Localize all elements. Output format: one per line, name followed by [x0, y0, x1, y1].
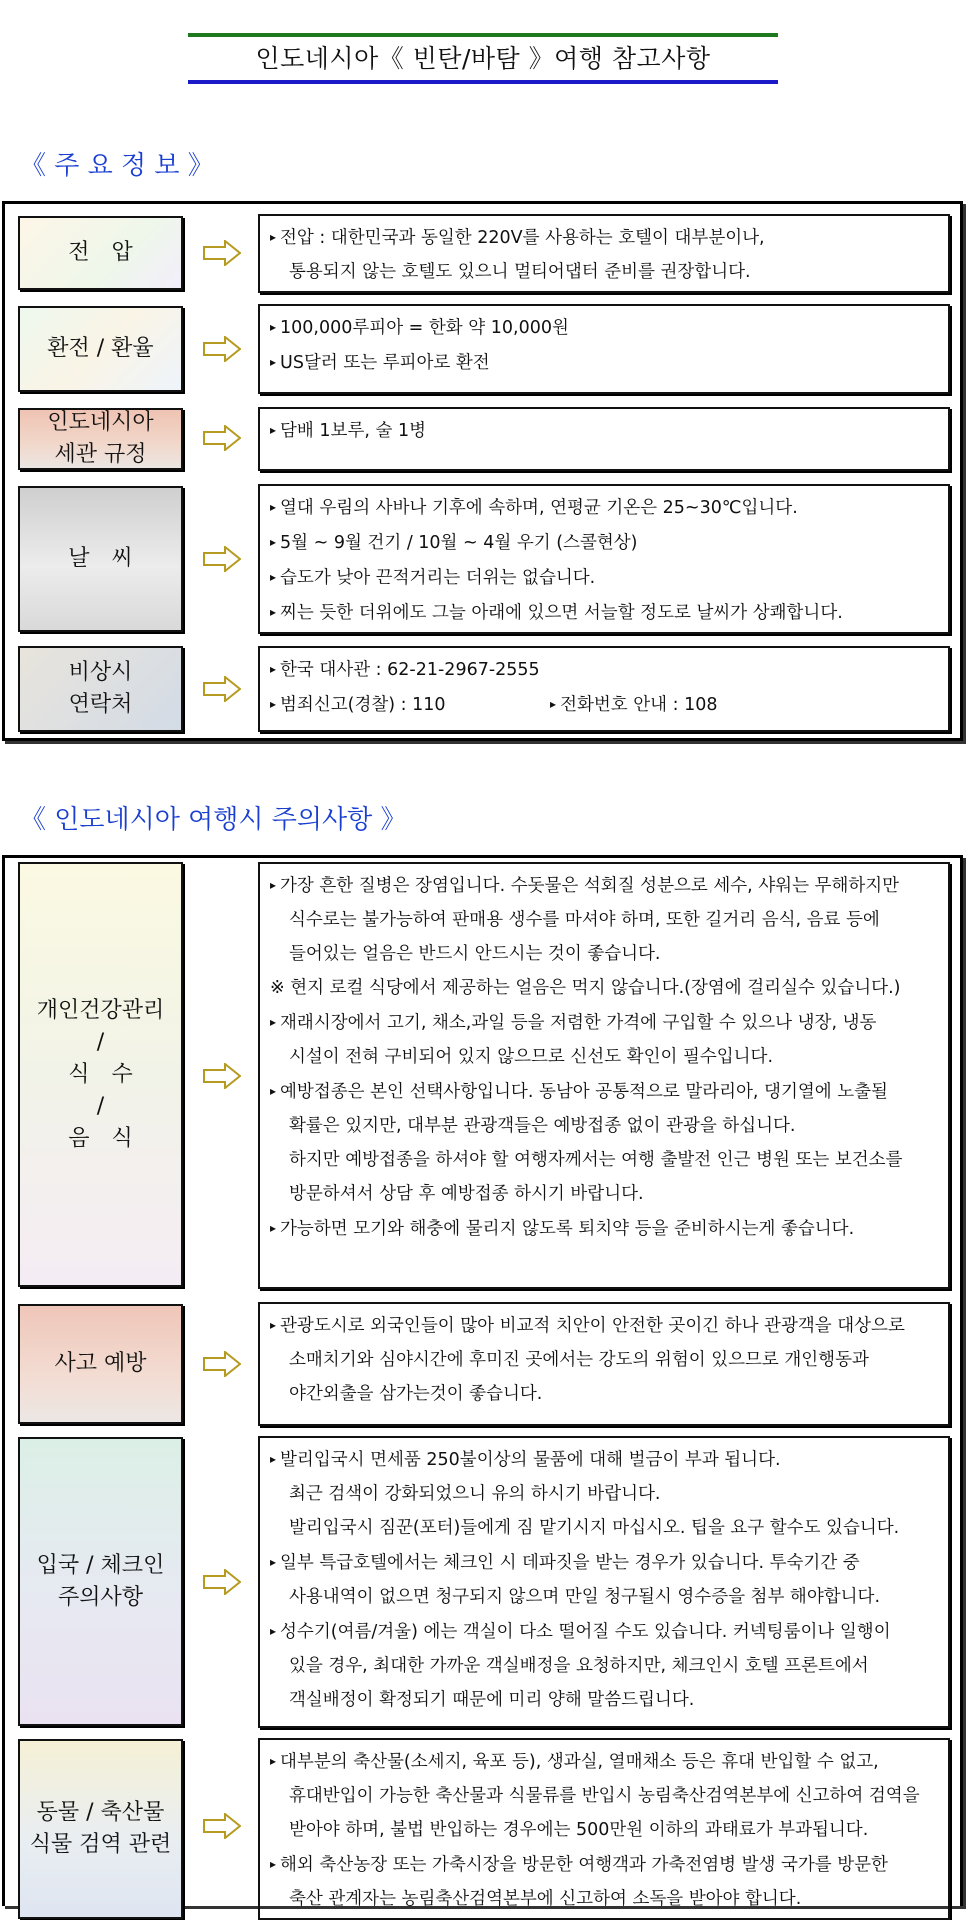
content-text: 시설이 전혀 구비되어 있지 않으므로 신선도 확인이 필수입니다.: [289, 1047, 774, 1067]
content-text: 담배 1보루, 술 1병: [280, 421, 426, 441]
content-line: [270, 1614, 938, 1649]
bullet-icon: ▸: [270, 1624, 277, 1638]
row-content-health: [258, 862, 950, 1289]
row-label-text: /: [96, 1029, 105, 1055]
content-text: 일부 특급호텔에서는 체크인 시 데파짓을 받는 경우가 있습니다. 투숙기간 중: [280, 1553, 860, 1573]
main-info-panel: [2, 201, 963, 741]
content-text: 받아야 하며, 불법 반입하는 경우에는 500만원 이하의 과태료가 부과됩니다.: [289, 1820, 869, 1840]
arrow-right-icon: [203, 336, 241, 362]
content-text: 식수로는 불가능하여 판매용 생수를 마셔야 하며, 또한 길거리 음식, 음료 등에: [289, 910, 880, 930]
bullet-icon: ▸: [270, 570, 277, 584]
row-content-exchange: [258, 304, 950, 394]
content-text: 100,000루피아 = 한화 약 10,000원: [280, 318, 569, 338]
content-text: 가장 흔한 질병은 장염입니다. 수돗물은 석회질 성분으로 세수, 샤워는 무해하지만: [280, 876, 900, 896]
section-heading-travel-cautions: 《 인도네시아 여행시 주의사항 》: [20, 805, 407, 835]
content-text: 전압 : 대한민국과 동일한 220V를 사용하는 호텔이 대부분이나,: [280, 228, 765, 248]
content-text: 들어있는 얼음은 반드시 안드시는 것이 좋습니다.: [289, 944, 661, 964]
content-text: 관광도시로 외국인들이 많아 비교적 치안이 안전한 곳이긴 하나 관광객을 대상으로: [280, 1316, 905, 1336]
bullet-icon: ▸: [270, 500, 277, 514]
content-text: 축산 관계자는 농림축산검역본부에 신고하여 소독을 받아야 합니다.: [289, 1889, 802, 1909]
directory-number: 전화번호 안내 : 108: [560, 695, 718, 715]
content-line: [270, 1143, 938, 1177]
row-content-quarantine: [258, 1738, 950, 1920]
content-text: 사용내역이 없으면 청구되지 않으며 만일 청구될시 영수증을 첨부 해야합니다.: [289, 1587, 881, 1607]
content-line: [270, 1005, 938, 1040]
content-text: 방문하셔서 상담 후 예방접종 하시기 바랍니다.: [289, 1184, 644, 1204]
content-text: 야간외출을 삼가는것이 좋습니다.: [289, 1384, 543, 1404]
content-text: 해외 축산농장 또는 가축시장을 방문한 여행객과 가축전염병 발생 국가를 방문한: [280, 1855, 888, 1875]
arrow-right-icon: [203, 1813, 241, 1839]
travel-cautions-panel: [2, 855, 963, 1909]
content-line: [270, 1477, 938, 1511]
row-label-weather: [18, 486, 183, 632]
row-label-text: 세관 규정: [54, 442, 147, 467]
content-line: [270, 1442, 938, 1477]
content-line: [270, 903, 938, 937]
content-text: 열대 우림의 사바나 기후에 속하며, 연평균 기온은 25~30℃입니다.: [280, 498, 798, 518]
content-line: [270, 1847, 938, 1882]
content-line: [270, 1040, 938, 1074]
bullet-icon: ▸: [270, 878, 277, 892]
arrow-right-icon: [203, 546, 241, 572]
page-title: 인도네시아《 빈탄/바탐 》여행 참고사항: [255, 44, 711, 73]
row-label-text: 사고 예방: [54, 1351, 147, 1376]
arrow-right-icon: [203, 1569, 241, 1595]
row-label-text: 환전 / 환율: [47, 336, 154, 361]
content-line: [270, 937, 938, 971]
content-line: [270, 1882, 938, 1916]
content-text: 5월 ~ 9월 건기 / 10월 ~ 4월 우기 (스콜현상): [280, 533, 638, 553]
content-line: [270, 868, 938, 903]
content-line: [270, 1813, 938, 1847]
content-line: [270, 1074, 938, 1109]
content-line: [270, 1649, 938, 1683]
content-line: [270, 1580, 938, 1614]
content-line: [270, 560, 938, 595]
content-line: [270, 490, 938, 525]
arrow-right-icon: [203, 425, 241, 451]
bullet-icon: ▸: [270, 1221, 277, 1235]
content-line: [270, 1545, 938, 1580]
row-content-weather: [258, 484, 950, 634]
content-line: ▸ 범죄신고(경찰) : 110 ▸ 전화번호 안내 : 108: [270, 687, 938, 722]
row-label-exchange: [18, 306, 183, 392]
content-line: [270, 1683, 938, 1717]
bullet-icon: ▸: [270, 423, 277, 437]
row-label-text: 입국 / 체크인: [36, 1552, 165, 1578]
content-text: 찌는 듯한 더위에도 그늘 아래에 있으면 서늘할 정도로 날씨가 상쾌합니다.: [280, 603, 843, 623]
content-line: ▸ 한국 대사관 : 62-21-2967-2555: [270, 660, 540, 680]
content-line: [270, 413, 938, 448]
bullet-icon: ▸: [270, 1754, 277, 1768]
bullet-icon: ▸: [270, 1084, 277, 1098]
bullet-icon: ▸: [270, 1015, 277, 1029]
content-line: [270, 1177, 938, 1211]
row-label-text: 날 씨: [68, 546, 133, 571]
bullet-icon: ▸: [270, 1555, 277, 1569]
content-line: [270, 595, 938, 630]
content-text: 휴대반입이 가능한 축산물과 식물류를 반입시 농림축산검역본부에 신고하여 검역을: [289, 1786, 920, 1806]
bullet-icon: ▸: [270, 320, 277, 334]
arrow-right-icon: [203, 240, 241, 266]
content-line: [270, 1343, 938, 1377]
content-line: [270, 1744, 938, 1779]
content-line: [270, 1511, 938, 1545]
row-label-text: 개인건강관리: [36, 997, 165, 1023]
police-number: 범죄신고(경찰) : 110: [280, 695, 446, 715]
row-label-checkin: [18, 1437, 183, 1726]
content-text: 최근 검색이 강화되었으니 유의 하시기 바랍니다.: [289, 1484, 661, 1504]
content-text: 소매치기와 심야시간에 후미진 곳에서는 강도의 위험이 있으므로 개인행동과: [289, 1350, 869, 1370]
section-heading-main-info: 《 주 요 정 보 》: [20, 151, 214, 181]
bullet-icon: ▸: [270, 1452, 277, 1466]
content-text: 예방접종은 본인 선택사항입니다. 동남아 공통적으로 말라리아, 댕기열에 노출될: [280, 1082, 888, 1102]
title-rule-bottom: [188, 80, 778, 84]
content-text: 객실배정이 확정되기 때문에 미리 양해 말씀드립니다.: [289, 1690, 695, 1710]
row-label-accident: [18, 1304, 183, 1424]
arrow-right-icon: [203, 676, 241, 702]
bullet-icon: ▸: [270, 355, 277, 369]
content-line: [270, 971, 938, 1005]
row-label-voltage: [18, 216, 183, 290]
content-text: 가능하면 모기와 해충에 물리지 않도록 퇴치약 등을 준비하시는게 좋습니다.: [280, 1219, 855, 1239]
row-label-text: 인도네시아: [47, 410, 154, 435]
row-label-text: 음 식: [68, 1125, 133, 1151]
row-label-emergency: [18, 646, 183, 732]
row-content-accident: [258, 1302, 950, 1426]
bullet-icon: ▸: [270, 1318, 277, 1332]
title-rule-top: [188, 33, 778, 37]
arrow-right-icon: [203, 1063, 241, 1089]
content-line: [270, 345, 938, 380]
row-label-text: 식 수: [68, 1061, 133, 1087]
content-text: US달러 또는 루피아로 환전: [280, 353, 490, 373]
content-text: 발리입국시 면세품 250불이상의 물품에 대해 벌금이 부과 됩니다.: [280, 1450, 781, 1470]
content-line: [270, 220, 938, 255]
content-text: 습도가 낮아 끈적거리는 더위는 없습니다.: [280, 568, 596, 588]
row-content-emergency: [258, 646, 950, 732]
row-label-text: 연락처: [68, 692, 133, 717]
content-text: ※ 현지 로컬 식당에서 제공하는 얼음은 먹지 않습니다.(장염에 걸리실수 있습니다.): [270, 978, 901, 998]
content-line: [270, 1779, 938, 1813]
bullet-icon: ▸: [270, 605, 277, 619]
row-label-quarantine: [18, 1739, 183, 1919]
content-text: 확률은 있지만, 대부분 관광객들은 예방접종 없이 관광을 하십니다.: [289, 1116, 796, 1136]
content-text: 통용되지 않는 호텔도 있으니 멀티어댑터 준비를 권장합니다.: [289, 262, 751, 282]
row-content-customs: [258, 407, 950, 471]
content-line: [270, 525, 938, 560]
row-label-text: 주의사항: [57, 1584, 143, 1610]
row-label-text: /: [96, 1093, 105, 1119]
content-line: [270, 1377, 938, 1411]
content-text: 있을 경우, 최대한 가까운 객실배정을 요청하지만, 체크인시 호텔 프론트에서: [289, 1656, 869, 1676]
row-label-text: 식물 검역 관련: [29, 1832, 172, 1857]
bullet-icon: ▸: [270, 230, 277, 244]
row-label-text: 비상시: [68, 660, 133, 685]
content-text: 재래시장에서 고기, 채소,과일 등을 저렴한 가격에 구입할 수 있으나 냉장, 냉동: [280, 1013, 877, 1033]
bullet-icon: ▸: [270, 1857, 277, 1871]
row-content-checkin: [258, 1436, 950, 1728]
content-line: [270, 255, 938, 289]
content-text: 성수기(여름/겨울) 에는 객실이 다소 떨어질 수도 있습니다. 커넥팅룸이나 일행이: [280, 1622, 891, 1642]
content-text: 하지만 예방접종을 하셔야 할 여행자께서는 여행 출발전 인근 병원 또는 보건소를: [289, 1150, 903, 1170]
content-text: 발리입국시 짐꾼(포터)들에게 짐 맡기시지 마십시오. 팁을 요구 할수도 있습니다.: [289, 1518, 900, 1538]
content-line: [270, 310, 938, 345]
content-line: [270, 1308, 938, 1343]
title-banner: [188, 33, 778, 83]
content-line: [270, 1211, 938, 1246]
row-label-text: 동물 / 축산물: [36, 1800, 165, 1825]
row-label-text: 전 압: [68, 240, 133, 265]
arrow-right-icon: [203, 1351, 241, 1377]
row-label-health: [18, 862, 183, 1287]
bullet-icon: ▸: [270, 535, 277, 549]
content-line: [270, 1109, 938, 1143]
row-label-customs: [18, 408, 183, 470]
row-content-voltage: [258, 214, 950, 293]
content-text: 대부분의 축산물(소세지, 육포 등), 생과실, 열매채소 등은 휴대 반입할 수 없고,: [280, 1752, 879, 1772]
